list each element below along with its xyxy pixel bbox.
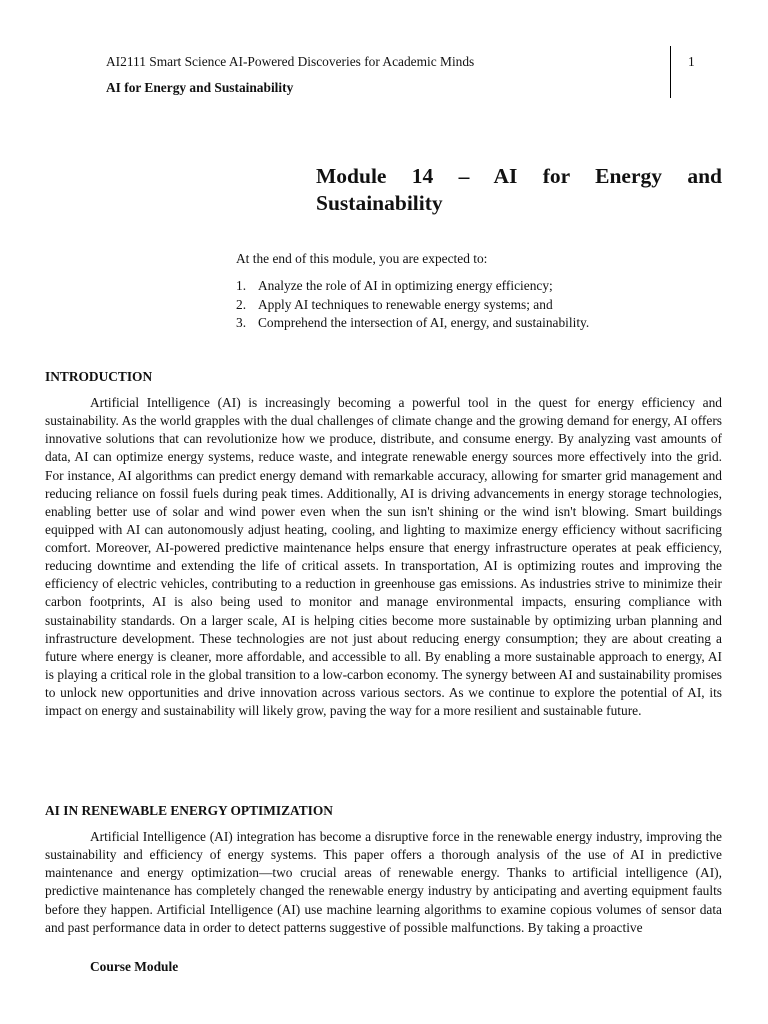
- objectives-intro: At the end of this module, you are expected to:: [236, 251, 488, 266]
- renewable-paragraph: Artificial Intelligence (AI) integration has become a disruptive force in the renewable energy industry, improving the sustainability and efficiency of energy systems. This paper offers a thorough analysis of the use of AI in predictive maintenance and energy optimization—two crucial areas of renewable energy. Thanks to artificial intelligence (AI), predictive maintenance has completely changed the renewable energy industry by anticipating and averting equipment faults before they happen. Artificial Intelligence (AI) use machine learning algorithms to examine copious volumes of sensor data and past performance data in order to detect patterns suggestive of possible malfunctions. By taking a proactive: [45, 829, 722, 935]
- objective-number: 3.: [236, 315, 247, 330]
- renewable-heading: AI IN RENEWABLE ENERGY OPTIMIZATION: [45, 803, 333, 818]
- objective-item: [236, 314, 589, 333]
- objective-text: Apply AI techniques to renewable energy systems; and: [258, 296, 553, 312]
- objective-text: Analyze the role of AI in optimizing energy efficiency;: [258, 278, 553, 293]
- objectives-list: [236, 277, 589, 333]
- objective-item: [236, 277, 589, 296]
- objective-text: Comprehend the intersection of AI, energy, and sustainability.: [258, 315, 590, 330]
- introduction-heading: INTRODUCTION: [45, 369, 153, 384]
- objective-number: 2.: [236, 296, 247, 312]
- page-number: 1: [688, 54, 695, 69]
- objective-item: [236, 296, 589, 315]
- footer-course-module: Course Module: [90, 959, 179, 974]
- header-course-title: AI2111 Smart Science AI-Powered Discoveries for Academic Minds: [106, 54, 475, 69]
- module-title: Module 14 – AI for Energy and Sustainability: [316, 164, 722, 215]
- objective-number: 1.: [236, 278, 247, 293]
- introduction-paragraph: Artificial Intelligence (AI) is increasingly becoming a powerful tool in the quest for energy efficiency and sustainability. As the world grapples with the dual challenges of climate change and the growing demand for energy, AI offers innovative solutions that can revolutionize how we produce, distribute, and consume energy. By analyzing vast amounts of data, AI can optimize energy systems, reduce waste, and integrate renewable energy sources more effectively into the grid. For instance, AI algorithms can predict energy demand with remarkable accuracy, allowing for smarter grid management and reducing reliance on fossil fuels during peak times. Additionally, AI is driving advancements in energy storage technologies, enabling better use of solar and wind power even when the sun isn't shining or the wind isn't blowing. Smart buildings equipped with AI can autonomously adjust heating, cooling, and lighting to maximize energy efficiency without sacrificing comfort. Moreover, AI-powered predictive maintenance helps ensure that energy infrastructure operates at peak efficiency, reducing downtime and extending the life of critical assets. In transportation, AI is optimizing routes and improving the efficiency of electric vehicles, contributing to a reduction in greenhouse gas emissions. As industries strive to minimize their carbon footprints, AI is also being used to monitor and manage environmental impacts, ensuring compliance with sustainability standards. On a larger scale, AI is helping cities become more sustainable by optimizing urban planning and infrastructure development. These technologies are not just about reducing energy consumption; they are about creating a future where energy is cleaner, more affordable, and accessible to all. By enabling a more sustainable approach to energy, AI is playing a critical role in the global transition to a low-carbon economy. The synergy between AI and sustainability promises to unlock new opportunities and drive innovation across various sectors. As we continue to explore the potential of AI, its impact on energy and sustainability will likely grow, paving the way for a more resilient and sustainable future.: [45, 395, 722, 719]
- header-divider: [670, 46, 671, 98]
- header-subtitle: AI for Energy and Sustainability: [106, 80, 294, 95]
